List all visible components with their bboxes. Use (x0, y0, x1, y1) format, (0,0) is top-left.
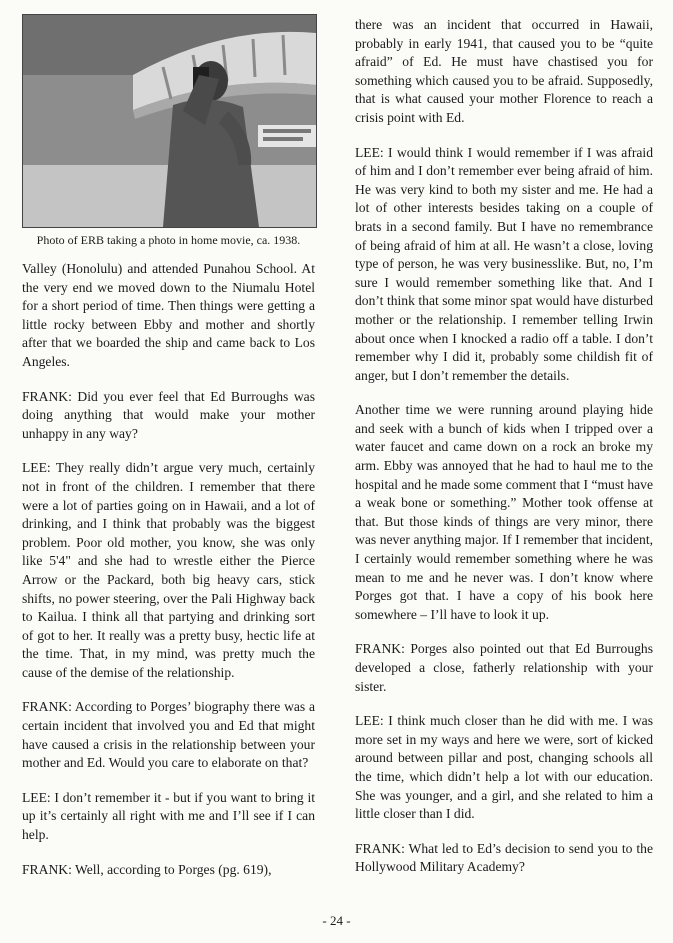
paragraph: FRANK: What led to Ed’s decision to send you to the Hollywood Military Academy? (355, 840, 653, 875)
paragraph: LEE: I don’t remember it - but if you want to bring it up it’s certainly all right with me and I’ll see if I can help. (22, 789, 315, 843)
page-number: - 24 - (322, 913, 351, 928)
right-column (355, 16, 653, 893)
left-column (22, 14, 315, 895)
paragraph: FRANK: According to Porges’ biography there was a certain incident that involved you and Ed that might have caused a crisis in the relationship between your mother and Ed. Would you care to elaborate on that? (22, 699, 315, 771)
paragraph: LEE: I would think I would remember if I was afraid of him and I don’t remember ever being afraid of him. He was very kind to both my sister and me. He had a lot of other interests besides taking on a couple of brats in a second family. But I have no remembrance of being afraid of him at all. He wasn’t a close, loving type of person, he was very businesslike. But, no, I’m sure I would remember something like that. And I don’t think that some minor spat would have disturbed mother or the relationship. I remember telling Irwin about once when I knocked a radio off a table. I don’t remember why I did it, probably some childish fit of anger, but I don’t remember the details. (355, 144, 653, 383)
paragraph: Another time we were running around playing hide and seek with a bunch of kids when I tripped over a water faucet and came down on a rock an broke my arm. Ebby was annoyed that he had to haul me to the hospital and he made some comment that I “must have a weak bone or something.” Mother took offense at that. But those kinds of things are very minor, there was never anything major. If I remember that incident, I certainly would remember something where he was mean to me and he never was. I don’t know where Porges got that. I have a copy of his book here somewhere – I’ll have to look it up. (355, 402, 653, 622)
paragraph: there was an incident that occurred in Hawaii, probably in early 1941, that caused you to be “quite afraid” of Ed. He must have chastised you for something which caused you to be afraid. Supposedly, that is what caused your mother Florence to reach a crisis point with Ed. (355, 17, 653, 125)
erb-photo (22, 14, 317, 228)
paragraph: FRANK: Did you ever feel that Ed Burroughs was doing anything that would make your mother unhappy in any way? (22, 388, 315, 441)
photo-caption: Photo of ERB taking a photo in home movie, ca. 1938. (36, 233, 301, 247)
photo-illustration (23, 15, 316, 227)
paragraph: FRANK: Well, according to Porges (pg. 619), (22, 861, 272, 877)
paragraph: LEE: I think much closer than he did with me. I was more set in my ways and here we were, sort of kicked around between pillar and post, changing schools all the time, which didn’t help a lot with our education. She was younger, and a girl, and she related to him a little closer than I did. (355, 713, 653, 822)
paragraph: FRANK: Porges also pointed out that Ed Burroughs developed a close, fatherly relationship with your sister. (355, 641, 653, 694)
paragraph: Valley (Honolulu) and attended Punahou School. At the very end we moved down to the Niumalu Hotel for a short period of time. Then things were getting a little rocky between Ebby and mother and shortly after that we boarded the ship and came back to Los Angeles. (22, 261, 315, 369)
paragraph: LEE: They really didn’t argue very much, certainly not in front of the children. I remember that there were a lot of parties going on in Hawaii, and a lot of drinking, and I think that probably was the biggest problem. Poor old mother, you know, she was only like 5'4" and she had to wrestle either the Pierce Arrow or the Packard, both big heavy cars, stick shifts, no power steering, over the Pali Highway back to Kailua. I think all that partying and drinking sort of got to her. It really was a pretty busy, hectic life at the time. That, in my mind, was pretty much the cause of the demise of the relationship. (22, 460, 315, 680)
